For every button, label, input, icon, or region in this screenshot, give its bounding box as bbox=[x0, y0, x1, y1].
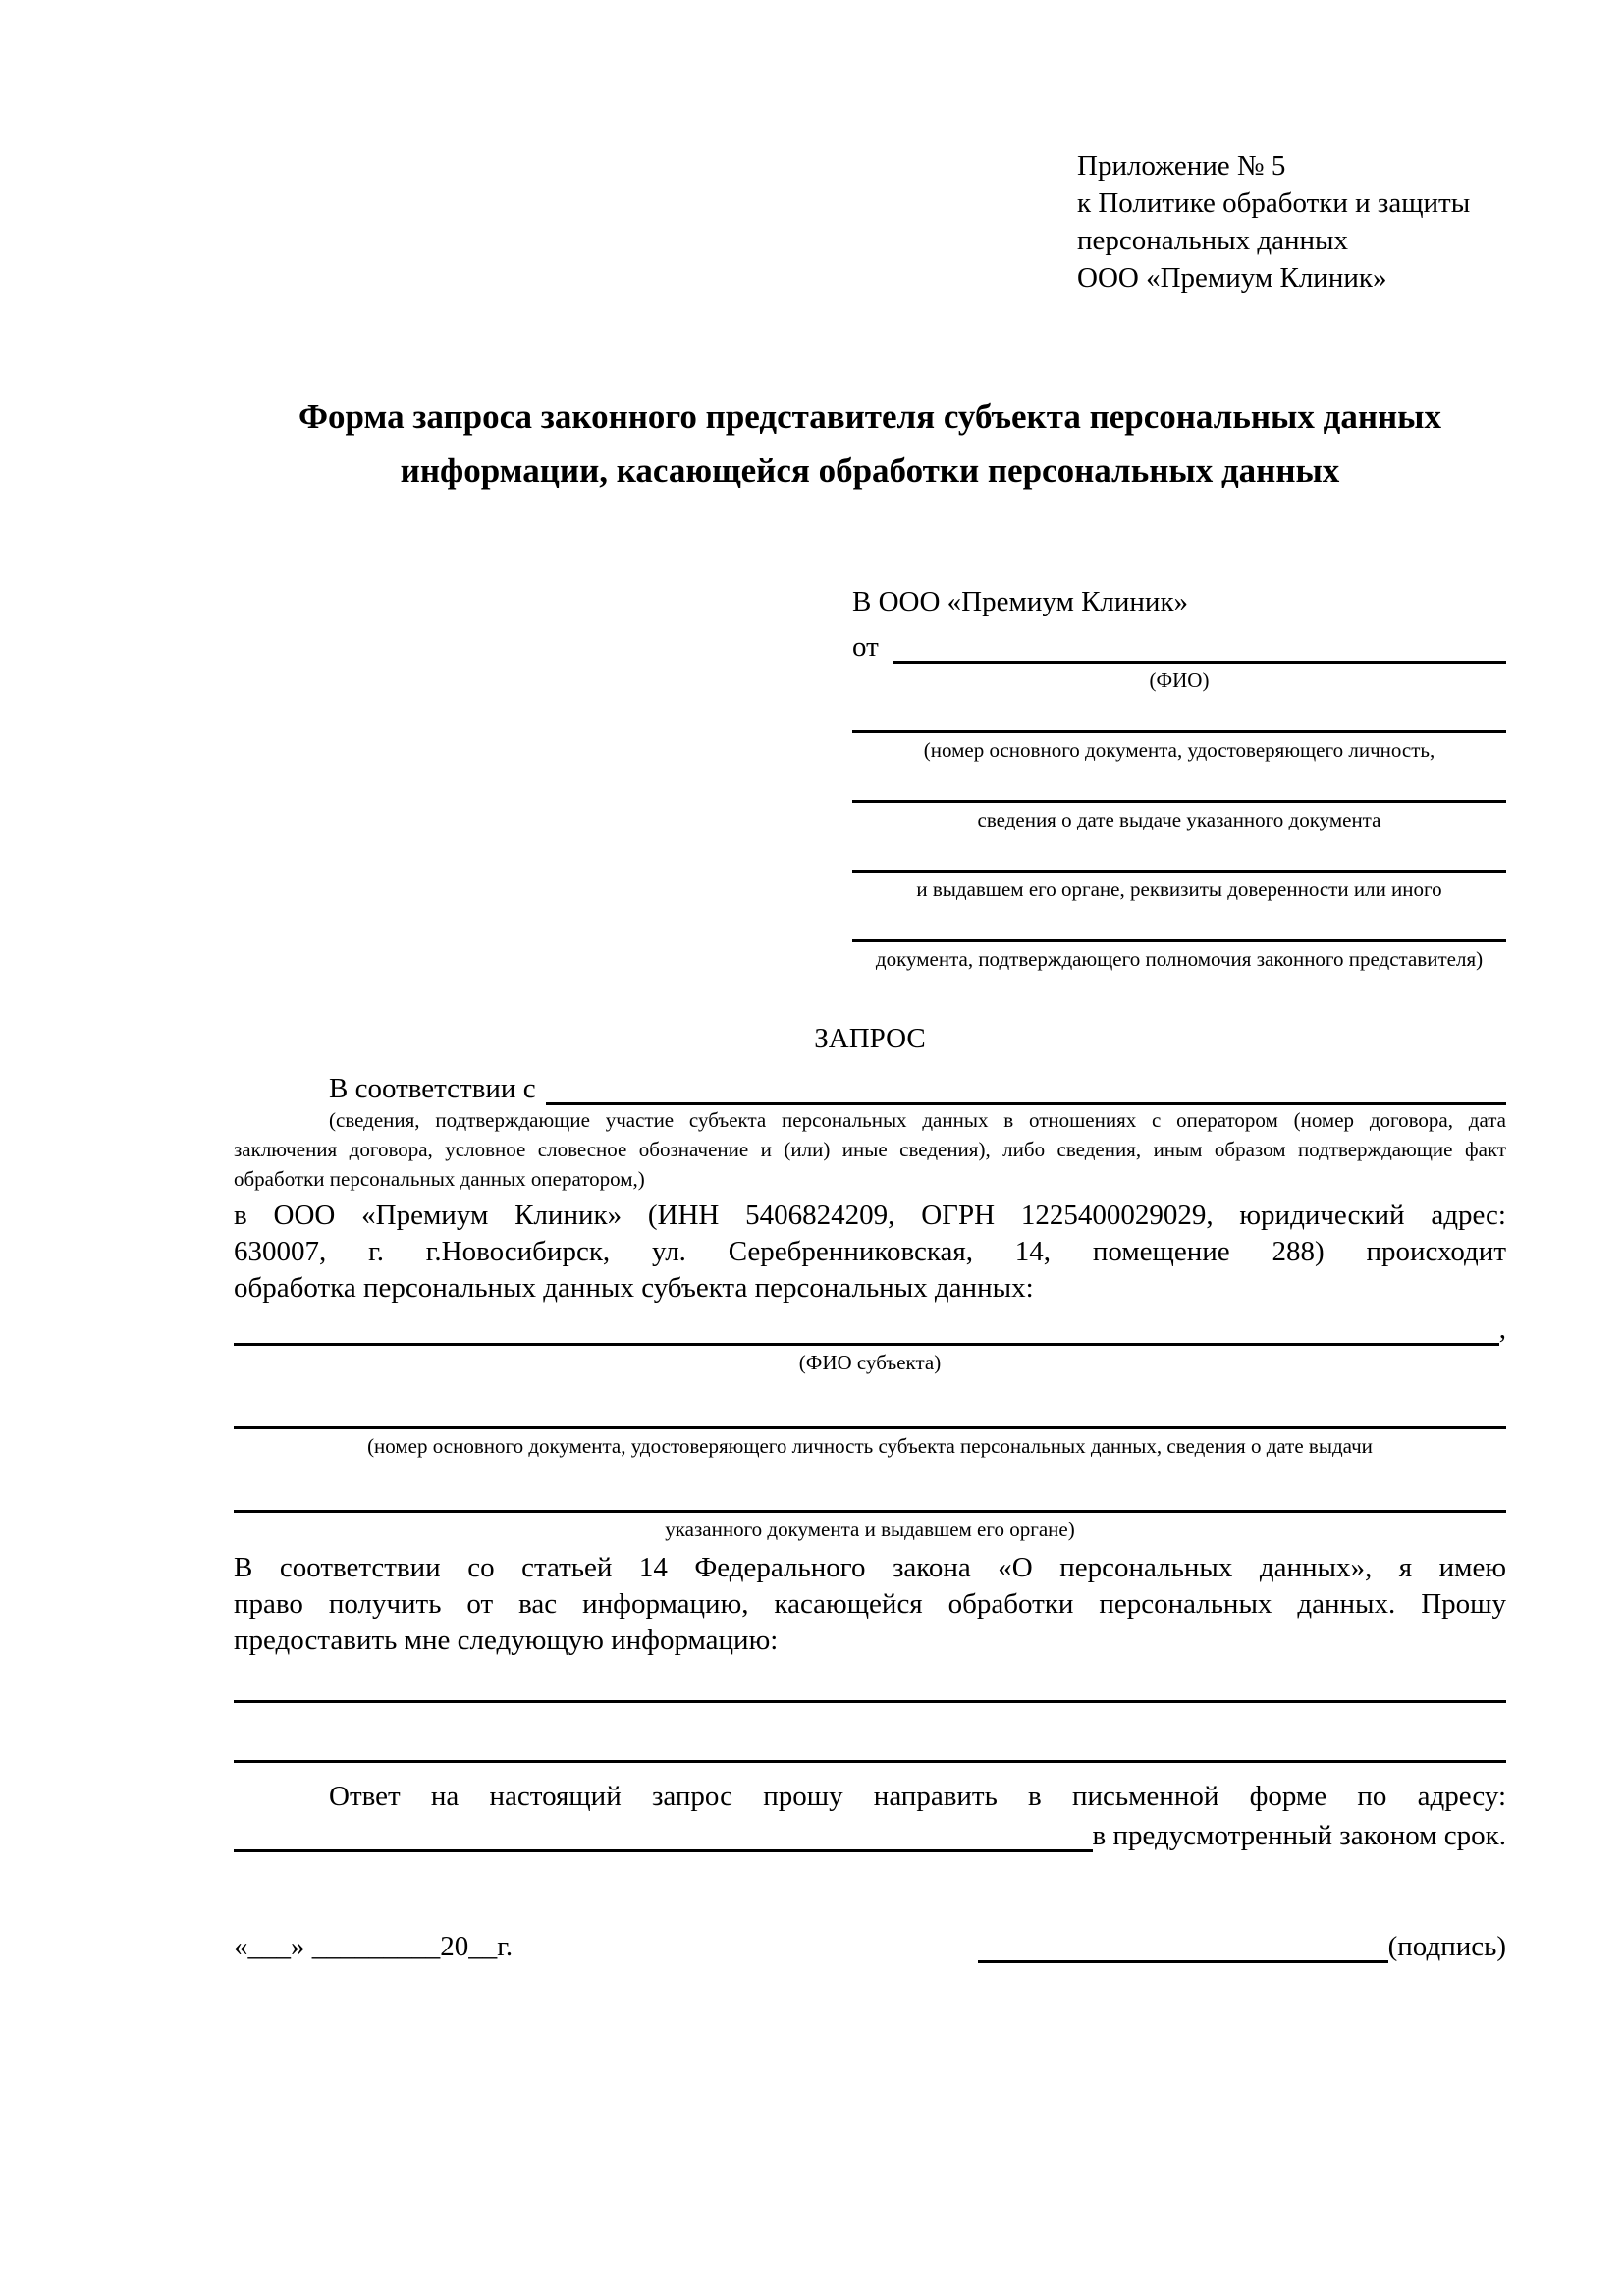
subject-document-fill-line bbox=[234, 1480, 1506, 1513]
signature-group bbox=[978, 1931, 1506, 1963]
signature-fill-line bbox=[978, 1931, 1388, 1963]
appendix-line: Приложение № 5 bbox=[1077, 150, 1286, 182]
law-paragraph-line: предоставить мне следующую информацию: bbox=[234, 1625, 779, 1656]
subject-comma: , bbox=[1498, 1313, 1506, 1345]
law-paragraph bbox=[234, 1550, 1506, 1659]
fio-caption: (ФИО) bbox=[1149, 668, 1210, 692]
operator-paragraph-line: обработка персональных данных субъекта персональных данных: bbox=[234, 1272, 1034, 1304]
intro-prefix: В соответствии с bbox=[329, 1073, 536, 1104]
information-fill-line bbox=[234, 1703, 1506, 1763]
subject-document-fill-line bbox=[234, 1397, 1506, 1429]
authority-document-fill-line bbox=[852, 902, 1506, 942]
date-field: «___» _________20__г. bbox=[234, 1931, 514, 1962]
appendix-line: персональных данных bbox=[1077, 225, 1349, 256]
appendix-note bbox=[1077, 147, 1506, 296]
fio-fill-line bbox=[893, 661, 1506, 664]
intro-note-line: обработки персональных данных оператором,) bbox=[234, 1167, 645, 1191]
document-title-line: информации, касающейся обработки персональных данных bbox=[400, 452, 1340, 490]
signature-caption: (подпись) bbox=[1387, 1931, 1506, 1962]
information-fill-line bbox=[234, 1659, 1506, 1703]
addressee-block bbox=[852, 581, 1506, 972]
law-paragraph-line: В соответствии со статьей 14 Федерального закона «О персональных данных», я имею bbox=[234, 1552, 1506, 1583]
document-title bbox=[234, 390, 1506, 498]
document-number-fill-line bbox=[852, 693, 1506, 733]
addressee-organization: В ООО «Премиум Клиник» bbox=[852, 586, 1189, 617]
reply-address-row bbox=[234, 1815, 1506, 1852]
operator-paragraph bbox=[234, 1198, 1506, 1307]
subject-fio-fill-line bbox=[234, 1343, 1499, 1346]
field-caption: сведения о дате выдаче указанного документа bbox=[977, 808, 1381, 831]
appendix-line: ООО «Премиум Клиник» bbox=[1077, 262, 1387, 294]
subject-fio-caption: (ФИО субъекта) bbox=[798, 1351, 942, 1374]
document-title-line: Форма запроса законного представителя субъекта персональных данных bbox=[298, 398, 1441, 436]
law-paragraph-line: право получить от вас информацию, касающейся обработки персональных данных. Прошу bbox=[234, 1588, 1506, 1620]
from-row bbox=[852, 624, 1506, 664]
request-heading: ЗАПРОС bbox=[814, 1023, 926, 1054]
reply-deadline-text: в предусмотренный законом срок. bbox=[1092, 1820, 1506, 1851]
operator-paragraph-line: в ООО «Премиум Клиник» (ИНН 5406824209, ОГРН 1225400029029, юридический адрес: bbox=[234, 1200, 1506, 1231]
intro-note-line: (сведения, подтверждающие участие субъекта персональных данных в отношениях с оператором (номер договора, дата bbox=[329, 1108, 1506, 1132]
operator-paragraph-line: 630007, г. г.Новосибирск, ул. Серебренниковская, 14, помещение 288) происходит bbox=[234, 1236, 1506, 1267]
subject-document-caption: указанного документа и выдавшем его органе) bbox=[665, 1518, 1075, 1541]
reply-paragraph: Ответ на настоящий запрос прошу направить в письменной форме по адресу: bbox=[329, 1781, 1506, 1812]
intro-row bbox=[234, 1068, 1506, 1105]
subject-fio-row bbox=[234, 1314, 1506, 1346]
field-caption: и выдавшем его органе, реквизиты доверенности или иного bbox=[916, 878, 1442, 901]
intro-note-line: заключения договора, условное словесное обозначение и (или) иные сведения), либо сведения, иным образом подтверждающие факт bbox=[234, 1138, 1506, 1161]
reply-address-fill-line bbox=[234, 1849, 1093, 1852]
field-caption: документа, подтверждающего полномочия законного представителя) bbox=[875, 947, 1484, 971]
footer-row bbox=[234, 1931, 1506, 1963]
issuing-authority-fill-line bbox=[852, 832, 1506, 873]
from-label: от bbox=[852, 631, 879, 663]
intro-note bbox=[234, 1105, 1506, 1194]
subject-document-caption: (номер основного документа, удостоверяющего личность субъекта персональных данных, сведения о дате выдачи bbox=[367, 1434, 1373, 1458]
field-caption: (номер основного документа, удостоверяющего личность, bbox=[923, 738, 1435, 762]
appendix-line: к Политике обработки и защиты bbox=[1077, 187, 1471, 219]
issue-date-fill-line bbox=[852, 763, 1506, 803]
